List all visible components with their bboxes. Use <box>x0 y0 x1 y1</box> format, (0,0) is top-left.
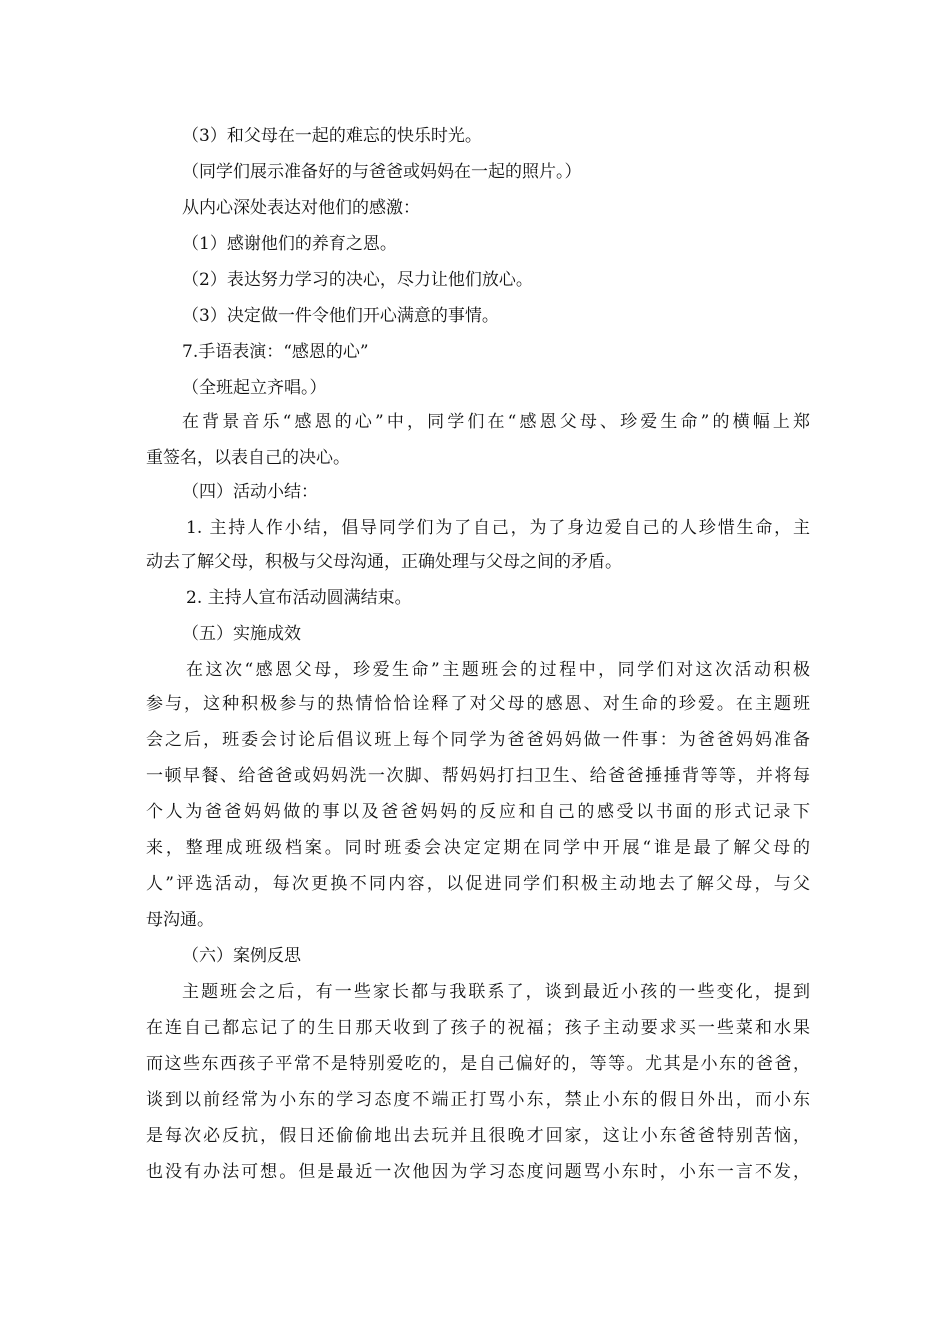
text-line: 在连自己都忘记了的生日那天收到了孩子的祝福；孩子主动要求买一些菜和水果 <box>146 1018 810 1038</box>
text-line: 会之后，班委会讨论后倡议班上每个同学为爸爸妈妈做一件事：为爸爸妈妈准备 <box>146 730 810 750</box>
text-line: 一顿早餐、给爸爸或妈妈洗一次脚、帮妈妈打扫卫生、给爸爸捶捶背等等，并将每 <box>146 766 810 786</box>
text-line: 在这次“感恩父母，珍爱生命”主题班会的过程中，同学们对这次活动积极 <box>186 660 810 680</box>
text-line: （五）实施成效 <box>182 624 301 644</box>
text-line: 2. 主持人宣布活动圆满结束。 <box>186 588 412 608</box>
text-line: 人”评选活动，每次更换不同内容，以促进同学们积极主动地去了解父母，与父 <box>146 874 810 894</box>
text-line: 在背景音乐“感恩的心”中，同学们在“感恩父母、珍爱生命”的横幅上郑 <box>182 412 810 432</box>
text-line: 动去了解父母，积极与父母沟通，正确处理与父母之间的矛盾。 <box>146 552 622 572</box>
text-line: （同学们展示准备好的与爸爸或妈妈在一起的照片。） <box>182 162 582 182</box>
text-line: （六）案例反思 <box>182 946 301 966</box>
text-line: 重签名，以表自己的决心。 <box>146 448 350 468</box>
text-line: 而这些东西孩子平常不是特别爱吃的，是自己偏好的，等等。尤其是小东的爸爸， <box>146 1054 810 1074</box>
text-line: 从内心深处表达对他们的感激： <box>182 198 420 218</box>
text-line: 7.手语表演：“感恩的心” <box>182 342 369 362</box>
text-line: （2）表达努力学习的决心，尽力让他们放心。 <box>182 270 533 290</box>
text-line: （1）感谢他们的养育之恩。 <box>182 234 397 254</box>
text-line: 主题班会之后，有一些家长都与我联系了，谈到最近小孩的一些变化，提到 <box>182 982 810 1002</box>
text-line: 也没有办法可想。但是最近一次他因为学习态度问题骂小东时，小东一言不发， <box>146 1162 810 1182</box>
text-line: （3）决定做一件令他们开心满意的事情。 <box>182 306 499 326</box>
text-line: 来，整理成班级档案。同时班委会决定定期在同学中开展“谁是最了解父母的 <box>146 838 810 858</box>
text-line: 是每次必反抗，假日还偷偷地出去玩并且很晚才回家，这让小东爸爸特别苦恼， <box>146 1126 810 1146</box>
text-line: （四）活动小结： <box>182 482 318 502</box>
text-line: 母沟通。 <box>146 910 214 930</box>
text-line: 谈到以前经常为小东的学习态度不端正打骂小东，禁止小东的假日外出，而小东 <box>146 1090 810 1110</box>
text-line: （全班起立齐唱。） <box>182 378 327 398</box>
text-line: 个人为爸爸妈妈做的事以及爸爸妈妈的反应和自己的感受以书面的形式记录下 <box>146 802 810 822</box>
text-line: 参与，这种积极参与的热情恰恰诠释了对父母的感恩、对生命的珍爱。在主题班 <box>146 694 810 714</box>
text-line: （3）和父母在一起的难忘的快乐时光。 <box>182 126 482 146</box>
text-line: 1. 主持人作小结，倡导同学们为了自己，为了身边爱自己的人珍惜生命，主 <box>186 518 810 538</box>
